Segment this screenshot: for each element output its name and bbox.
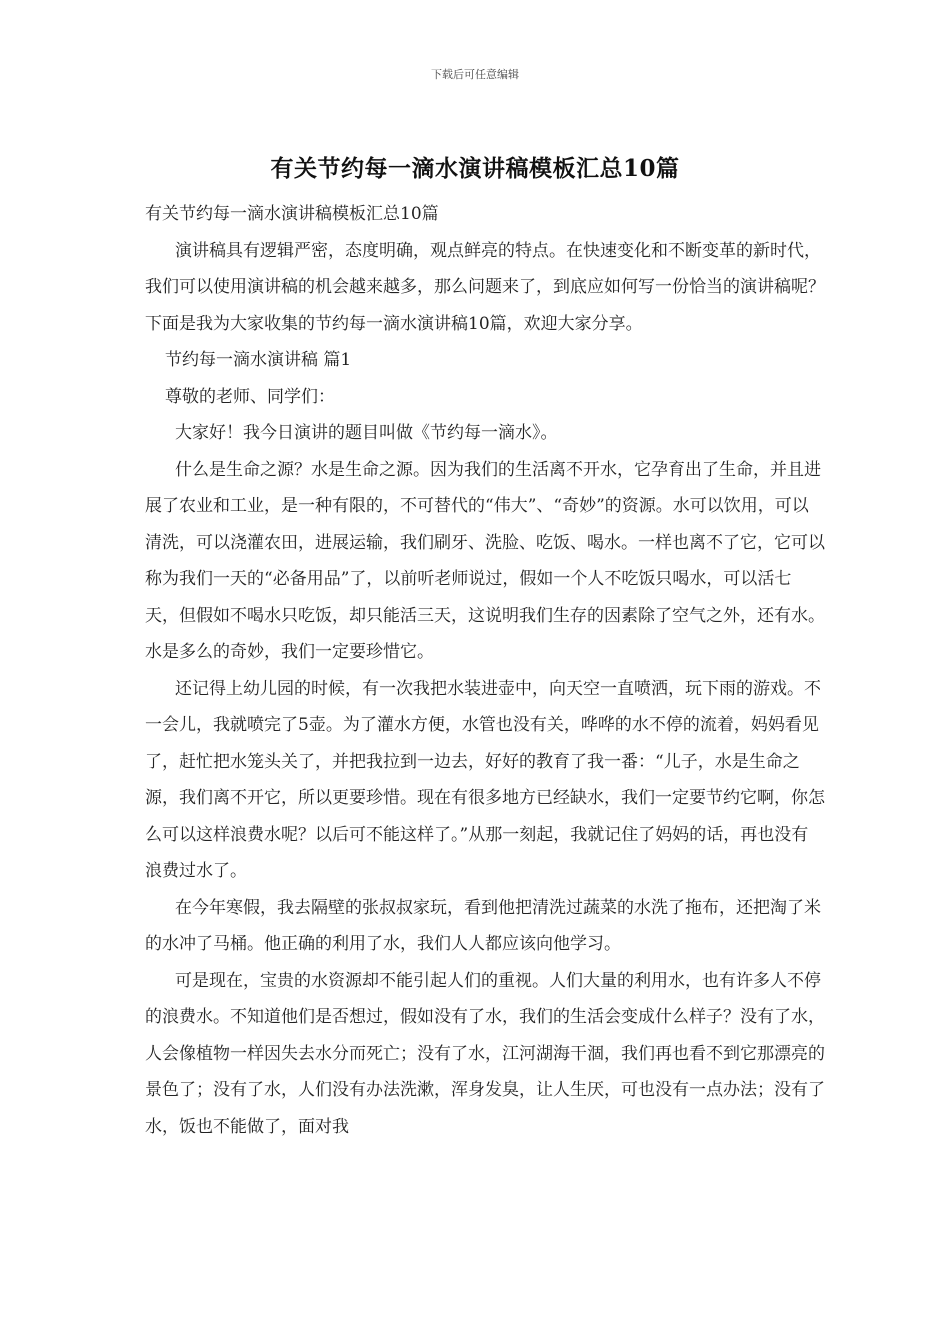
body-paragraph-1: 什么是生命之源？水是生命之源。因为我们的生活离不开水，它孕育出了生命，并且进展了农业和工业，是一种有限的，不可替代的“伟大”、“奇妙”的资源。水可以饮用，可以清洗，可以浇灌农田，进展运输，我们刷牙、洗脸、吃饭、喝水。一样也离不了它，它可以称为我们一天的“必备用品”了，以前听老师说过，假如一个人不吃饭只喝水，可以活七天，但假如不喝水只吃饭，却只能活三天，这说明我们生存的因素除了空气之外，还有水。水是多么的奇妙，我们一定要珍惜它。 <box>145 459 825 662</box>
body-paragraph-4: 可是现在，宝贵的水资源却不能引起人们的重视。人们大量的利用水，也有许多人不停的浪费水。不知道他们是否想过，假如没有了水，我们的生活会变成什么样子？没有了水，人会像植物一样因失去水分而死亡；没有了水，江河湖海干涸，我们再也看不到它那漂亮的景色了；没有了水，人们没有办法洗漱，浑身发臭，让人生厌，可也没有一点办法；没有了水，饭也不能做了，面对我 <box>145 970 825 1137</box>
document-subtitle: 有关节约每一滴水演讲稿模板汇总10篇 <box>145 204 439 224</box>
page-header: 下载后可任意编辑 <box>431 68 519 81</box>
intro-paragraph: 演讲稿具有逻辑严密，态度明确，观点鲜亮的特点。在快速变化和不断变革的新时代，我们可以使用演讲稿的机会越来越多，那么问题来了，到底应如何写一份恰当的演讲稿呢？下面是我为大家收集的节约每一滴水演讲稿10篇，欢迎大家分享。 <box>145 240 825 334</box>
section-title: 节约每一滴水演讲稿 篇1 <box>165 350 352 370</box>
body-paragraph-2: 还记得上幼儿园的时候，有一次我把水装进壶中，向天空一直喷洒，玩下雨的游戏。不一会儿，我就喷完了5壶。为了灌水方便，水管也没有关，哗哗的水不停的流着，妈妈看见了，赶忙把水笼头关了，并把我拉到一边去，好好的教育了我一番：“儿子，水是生命之源，我们离不开它，所以更要珍惜。现在有很多地方已经缺水，我们一定要节约它啊，你怎么可以这样浪费水呢？以后可不能这样了。”从那一刻起，我就记住了妈妈的话，再也没有浪费过水了。 <box>145 678 825 881</box>
document-body <box>145 196 825 1145</box>
document-title: 有关节约每一滴水演讲稿模板汇总10篇 <box>270 155 680 182</box>
opening-line: 大家好！我今日演讲的题目叫做《节约每一滴水》。 <box>175 423 558 443</box>
greeting: 尊敬的老师、同学们： <box>165 386 335 407</box>
body-paragraph-3: 在今年寒假，我去隔壁的张叔叔家玩，看到他把清洗过蔬菜的水洗了拖布，还把淘了米的水冲了马桶。他正确的利用了水，我们人人都应该向他学习。 <box>145 897 821 954</box>
